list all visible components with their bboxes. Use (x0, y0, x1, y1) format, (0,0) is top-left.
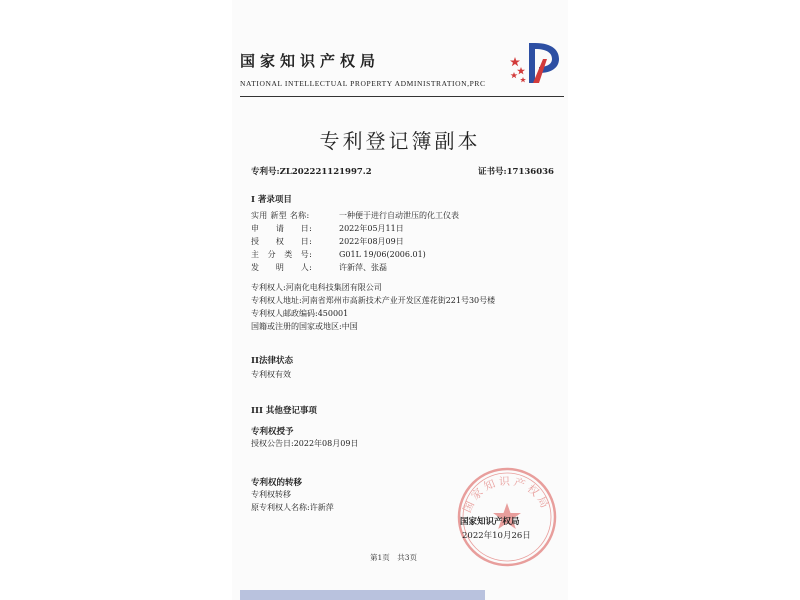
bib-label: 申 请 日: (251, 224, 313, 233)
agency-name-en: NATIONAL INTELLECTUAL PROPERTY ADMINISTRATION,PRC (240, 79, 486, 88)
original-patentee: 原专利权人名称:许新萍 (251, 503, 334, 512)
section-bibliographic-heading: I 著录项目 (251, 195, 292, 205)
bib-value: 2022年05月11日 (339, 224, 404, 233)
bottom-strip (240, 590, 485, 600)
bib-value: 一种便于进行自动泄压的化工仪表 (339, 211, 459, 220)
issue-date: 2022年10月26日 (462, 531, 531, 541)
patentee-nationality: 国籍或注册的国家或地区:中国 (251, 322, 358, 331)
certificate-number: 证书号:17136036 (478, 167, 554, 177)
cnipa-logo-icon (503, 37, 565, 87)
patent-number: 专利号:ZL202221121997.2 (251, 167, 372, 177)
bib-value: G01L 19/06(2006.01) (339, 250, 426, 259)
transfer-heading: 专利权的转移 (251, 478, 303, 488)
patentee-name: 专利权人:河南化电科技集团有限公司 (251, 283, 382, 292)
bib-value: 许新萍、张磊 (339, 263, 387, 272)
section-legal-status-heading: II法律状态 (251, 356, 293, 366)
issuing-authority: 国家知识产权局 (460, 517, 520, 527)
agency-name-cn: 国家知识产权局 (240, 52, 381, 70)
section-other-matters-heading: III 其他登记事项 (251, 406, 317, 416)
legal-status-value: 专利权有效 (251, 370, 291, 379)
grant-heading: 专利权授予 (251, 427, 294, 437)
bib-label: 实用 新型 名称: (251, 211, 310, 220)
bib-row (251, 223, 404, 234)
transfer-line: 专利权转移 (251, 490, 291, 499)
patentee-address: 专利权人地址:河南省郑州市高新技术产业开发区莲花街221号30号楼 (251, 296, 496, 305)
document-title: 专利登记簿副本 (319, 129, 481, 153)
page-number: 第1页 共3页 (370, 553, 418, 562)
bib-value: 2022年08月09日 (339, 237, 404, 246)
header-divider (240, 96, 564, 97)
bib-row (251, 262, 387, 273)
bib-label: 主 分 类 号: (251, 250, 313, 259)
svg-text:国家知识产权局: 国家知识产权局 (460, 474, 553, 515)
patentee-postcode: 专利权人邮政编码:450001 (251, 309, 349, 318)
bib-label: 授 权 日: (251, 237, 313, 246)
bib-row (251, 249, 426, 260)
bib-row (251, 210, 459, 221)
bib-row (251, 236, 404, 247)
grant-announcement-date: 授权公告日:2022年08月09日 (251, 439, 359, 448)
bib-label: 发 明 人: (251, 263, 313, 272)
